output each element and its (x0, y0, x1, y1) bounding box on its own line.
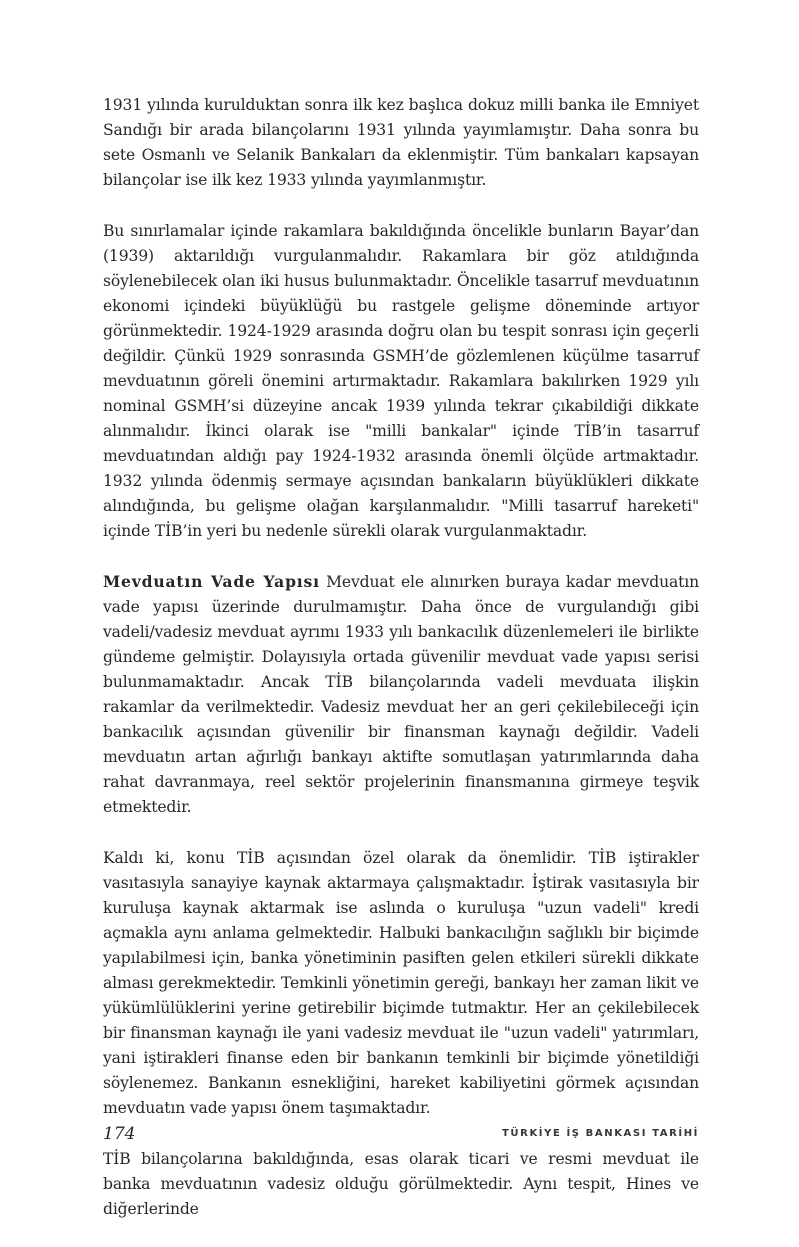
paragraph-text: TİB bilançolarına bakıldığında, esas olarak ticari ve resmi mevduat ile banka mevduatının vadesiz olduğu görülmektedir. Aynı tespit, Hines ve diğerlerinde (103, 1150, 699, 1218)
paragraph-text: 1931 yılında kurulduktan sonra ilk kez başlıca dokuz milli banka ile Emniyet Sandığı bir arada bilançolarını 1931 yılında yayımlamıştır. Daha sonra bu sete Osmanlı ve Selanik Bankaları da eklenmiştir. Tüm bankaları kapsayan bilançolar ise ilk kez 1933 yılında yayımlanmıştır. (103, 96, 699, 189)
page-footer (103, 1124, 699, 1152)
running-title: TÜRKİYE İŞ BANKASI TARİHİ (502, 1128, 699, 1139)
paragraph-2 (103, 218, 699, 544)
paragraph-text: Kaldı ki, konu TİB açısından özel olarak da önemlidir. TİB iştirakler vasıtasıyla sanayiye kaynak aktarmaya çalışmaktadır. İştirak vasıtasıyla bir kuruluşa kaynak aktarmak ise aslında o kuruluşa "uzun vadeli" kredi açmakla aynı anlama gelmektedir. Halbuki bankacılığın sağlıklı bir biçimde yapılabilmesi için, banka yönetiminin pasiften gelen etkileri sürekli dikkate alması gerekmektedir. Temkinli yönetimin gereği, bankayı her zaman likit ve yükümlülüklerini yerine getirebilir biçimde tutmaktır. Her an çekilebilecek bir finansman kaynağı ile yani vadesiz mevduat ile "uzun vadeli" yatırımları, yani iştirakleri finanse eden bir bankanın temkinli bir biçimde yönetildiği söylenemez. Bankanın esnekliğini, hareket kabiliyetini görmek açısından mevduatın vade yapısı önem taşımaktadır. (103, 849, 699, 1117)
paragraph-text: Bu sınırlamalar içinde rakamlara bakıldığında öncelikle bunların Bayar’dan (1939) aktarıldığı vurgulanmalıdır. Rakamlara bir göz atıldığında söylenebilecek olan iki husus bulunmaktadır. Öncelikle tasarruf mevduatının ekonomi içindeki büyüklüğü bu rastgele gelişme döneminde artıyor görünmektedir. 1924-1929 arasında doğru olan bu tespit sonrası için geçerli değildir. Çünkü 1929 sonrasında GSMH’de gözlemlenen küçülme tasarruf mevduatının göreli önemini artırmaktadır. Rakamlara bakılırken 1929 yılı nominal GSMH’si düzeyine ancak 1939 yılında tekrar çıkabildiği dikkate alınmalıdır. İkinci olarak ise "milli bankalar" içinde TİB’in tasarruf mevduatından aldığı pay 1924-1932 arasında önemli ölçüde artmaktadır. 1932 yılında ödenmiş sermaye açısından bankaların büyüklükleri dikkate alındığında, bu gelişme olağan karşılanmalıdır. "Milli tasarruf hareketi" içinde TİB’in yeri bu nedenle sürekli olarak vurgulanmaktadır. (103, 222, 699, 540)
page-number: 174 (103, 1124, 136, 1144)
paragraph-3 (103, 569, 699, 820)
page-body (103, 92, 699, 1247)
paragraph-text: Mevduat ele alınırken buraya kadar mevduatın vade yapısı üzerinde durulmamıştır. Daha önce de vurgulandığı gibi vadeli/vadesiz mevduat ayrımı 1933 yılı bankacılık düzenlemeleri ile birlikte gündeme gelmiştir. Dolayısıyla ortada güvenilir mevduat vade yapısı serisi bulunmamaktadır. Ancak TİB bilançolarında vadeli mevduata ilişkin rakamlar da verilmektedir. Vadesiz mevduat her an geri çekilebileceği için bankacılık açısından güvenilir bir finansman kaynağı değildir. Vadeli mevduatın artan ağırlığı bankayı aktifte somutlaşan yatırımlarında daha rahat davranmaya, reel sektör projelerinin finansmanına girmeye teşvik etmektedir. (103, 573, 699, 816)
section-heading-mevduat-vade-yapisi: Mevduatın Vade Yapısı (103, 572, 320, 591)
paragraph-5 (103, 1146, 699, 1222)
paragraph-4 (103, 845, 699, 1121)
paragraph-1 (103, 92, 699, 193)
